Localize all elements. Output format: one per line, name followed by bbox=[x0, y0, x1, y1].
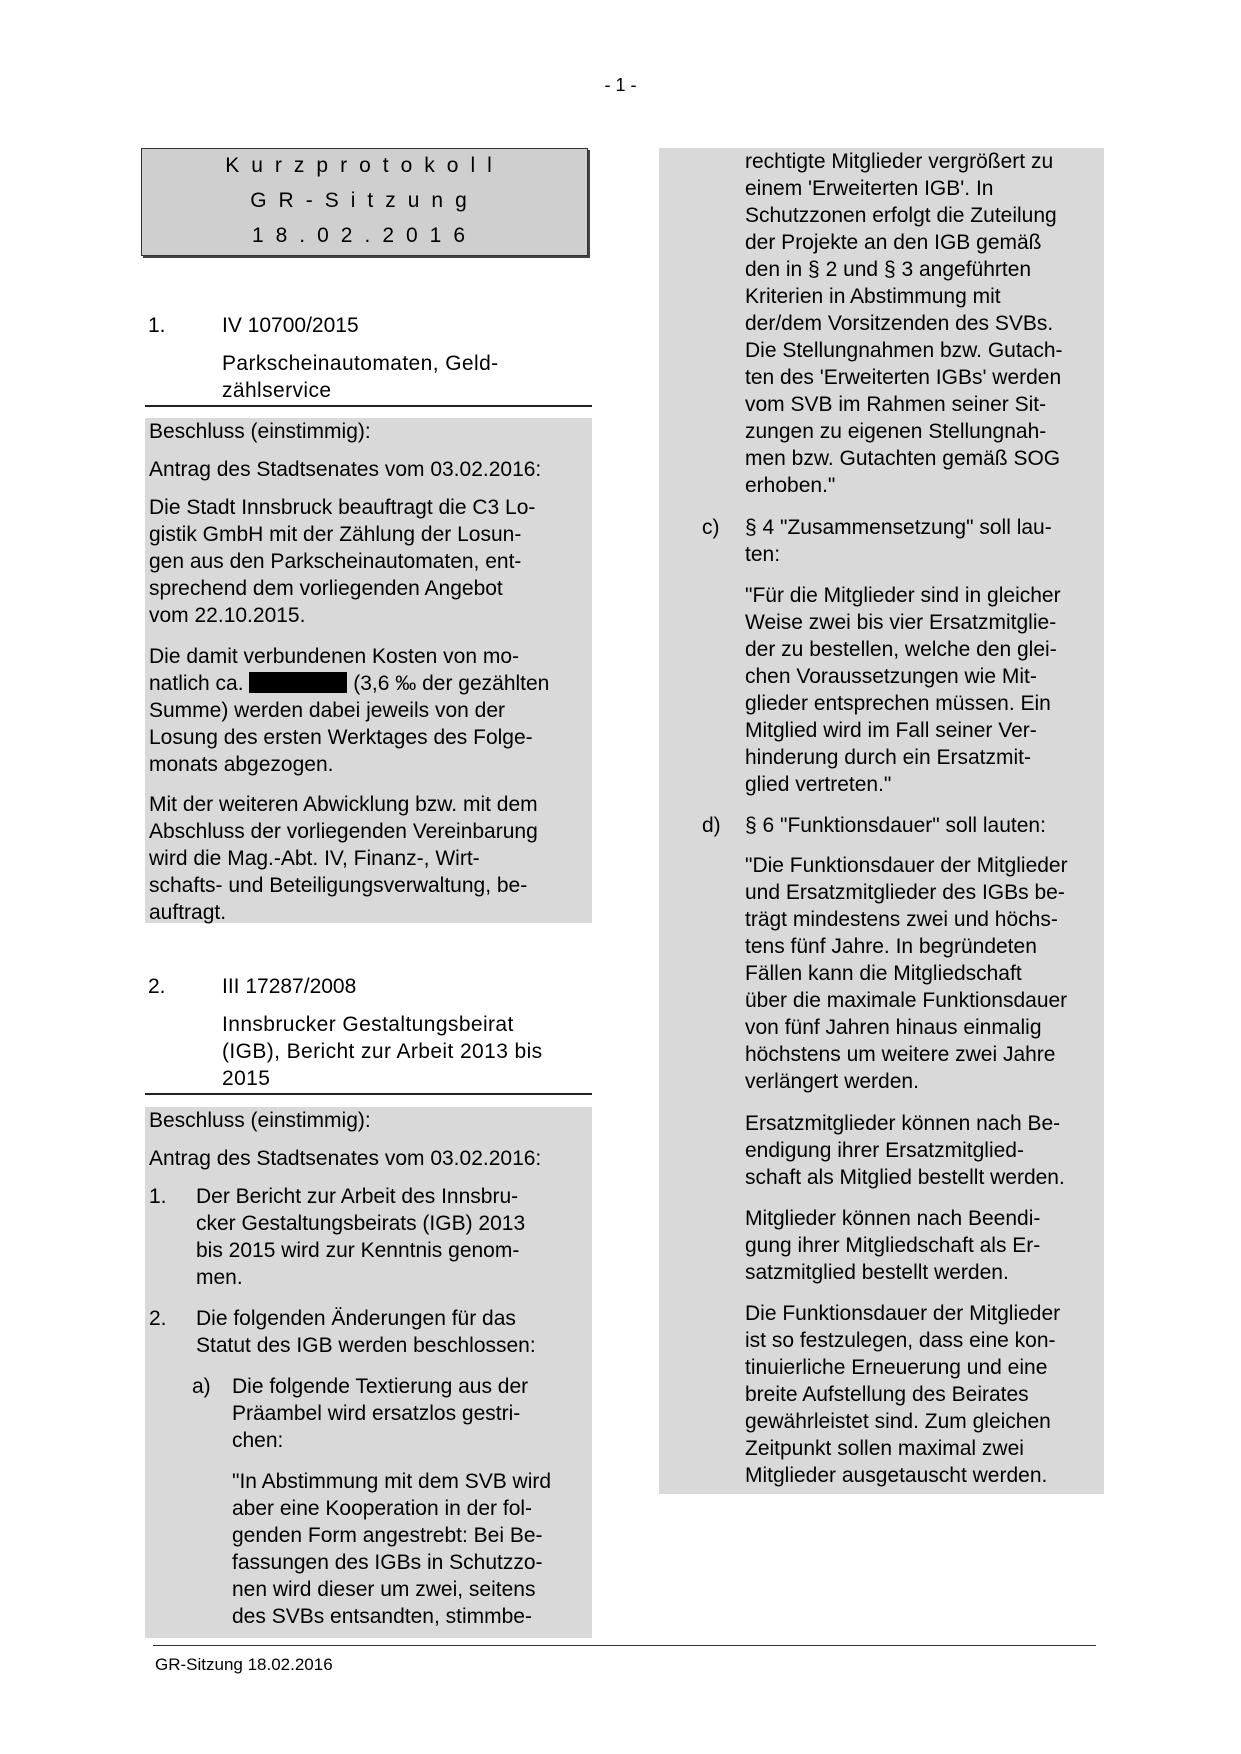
text-line: chen Voraussetzungen wie Mit- bbox=[745, 665, 1037, 688]
text-line: erhoben." bbox=[745, 474, 836, 497]
text-line: "Für die Mitglieder sind in gleicher bbox=[745, 584, 1061, 607]
text-line: Mitglieder ausgetauscht werden. bbox=[745, 1464, 1048, 1487]
sub-d-quote-2 bbox=[745, 1110, 1107, 1191]
text-line: glieder entsprechen müssen. Ein bbox=[745, 692, 1051, 715]
footer-rule bbox=[153, 1645, 1096, 1646]
item-1-reference: IV 10700/2015 bbox=[222, 314, 359, 337]
text-line: monats abgezogen. bbox=[149, 753, 334, 776]
text-line: Ersatzmitglieder können nach Be- bbox=[745, 1112, 1061, 1135]
text-line: Mitglied wird im Fall seiner Ver- bbox=[745, 719, 1037, 742]
text-line: Die folgende Textierung aus der bbox=[232, 1375, 529, 1398]
sub-d-label: d) bbox=[702, 814, 721, 837]
text-line: der zu bestellen, welche den glei- bbox=[745, 638, 1057, 661]
text-line: und Ersatzmitglieder des IGBs be- bbox=[745, 881, 1065, 904]
text-line: bis 2015 wird zur Kenntnis genom- bbox=[196, 1239, 520, 1262]
text-line: Die folgenden Änderungen für das bbox=[196, 1307, 516, 1330]
subject-line: 2015 bbox=[222, 1067, 271, 1090]
text-line: glied vertreten." bbox=[745, 773, 892, 796]
text-line: Losung des ersten Werktages des Folge- bbox=[149, 726, 533, 749]
text-line: Die damit verbundenen Kosten von mo- bbox=[149, 645, 520, 668]
text-line: gistik GmbH mit der Zählung der Losun- bbox=[149, 523, 522, 546]
footer-text: GR-Sitzung 18.02.2016 bbox=[155, 1655, 333, 1674]
text-line: Summe) werden dabei jeweils von der bbox=[149, 699, 506, 722]
text-line: sprechend dem vorliegenden Angebot bbox=[149, 577, 503, 600]
text-line: Präambel wird ersatzlos gestri- bbox=[232, 1402, 521, 1425]
sub-a-quote bbox=[232, 1468, 551, 1630]
text-fragment: (3,6 ‰ der gezählten bbox=[353, 672, 550, 695]
motion-label: Antrag des Stadtsenates vom 03.02.2016: bbox=[149, 1147, 542, 1170]
subject-line: Parkscheinautomaten, Geld- bbox=[222, 352, 499, 375]
text-line: den in § 2 und § 3 angeführten bbox=[745, 258, 1032, 281]
text-line: vom 22.10.2015. bbox=[149, 604, 306, 627]
text-line: zungen zu eigenen Stellungnah- bbox=[745, 420, 1047, 443]
sub-c-label: c) bbox=[702, 516, 720, 539]
title-line-3: 18.02.2016 bbox=[251, 224, 478, 247]
text-fragment: natlich ca. bbox=[149, 672, 244, 695]
text-line: "Die Funktionsdauer der Mitglieder bbox=[745, 854, 1068, 877]
sub-d-quote-4 bbox=[745, 1300, 1107, 1489]
text-line: Die Funktionsdauer der Mitglieder bbox=[745, 1302, 1061, 1325]
item-2-reference: III 17287/2008 bbox=[222, 975, 357, 998]
text-line: verlängert werden. bbox=[745, 1070, 919, 1093]
paragraph-3 bbox=[149, 791, 538, 926]
redaction-bar bbox=[249, 672, 347, 693]
text-line: "In Abstimmung mit dem SVB wird bbox=[232, 1470, 552, 1493]
sub-d-text bbox=[745, 812, 1105, 839]
text-line: schafts- und Beteiligungsverwaltung, be- bbox=[149, 874, 528, 897]
text-line: Mit der weiteren Abwicklung bzw. mit dem bbox=[149, 793, 538, 816]
sub-d-quote-1 bbox=[745, 852, 1107, 1095]
sub-c-text bbox=[745, 514, 1105, 568]
text-line: gewährleistet sind. Zum gleichen bbox=[745, 1410, 1051, 1433]
text-line: der/dem Vorsitzenden des SVBs. bbox=[745, 312, 1054, 335]
text-line: trägt mindestens zwei und höchs- bbox=[745, 908, 1058, 931]
text-line: über die maximale Funktionsdauer bbox=[745, 989, 1068, 1012]
text-line: Der Bericht zur Arbeit des Innsbru- bbox=[196, 1185, 519, 1208]
text-line: Fällen kann die Mitgliedschaft bbox=[745, 962, 1022, 985]
paragraph-1 bbox=[149, 494, 535, 629]
text-line: ten des 'Erweiterten IGBs' werden bbox=[745, 366, 1062, 389]
text-line: hinderung durch ein Ersatzmit- bbox=[745, 746, 1031, 769]
sub-d-quote-3 bbox=[745, 1205, 1107, 1286]
text-line: § 4 "Zusammensetzung" soll lau- bbox=[745, 516, 1052, 539]
text-line: satzmitglied bestellt werden. bbox=[745, 1261, 1009, 1284]
text-line: Zeitpunkt sollen maximal zwei bbox=[745, 1437, 1024, 1460]
point-2-label: 2. bbox=[149, 1307, 167, 1330]
text-line: gung ihrer Mitgliedschaft als Er- bbox=[745, 1234, 1041, 1257]
text-line: cker Gestaltungsbeirats (IGB) 2013 bbox=[196, 1212, 526, 1235]
decision-label: Beschluss (einstimmig): bbox=[149, 1109, 371, 1132]
text-line: fassungen des IGBs in Schutzzo- bbox=[232, 1551, 543, 1574]
motion-label: Antrag des Stadtsenates vom 03.02.2016: bbox=[149, 458, 542, 481]
sub-a-label: a) bbox=[192, 1375, 211, 1398]
text-line: des SVBs entsandten, stimmbe- bbox=[232, 1605, 532, 1628]
text-line: schaft als Mitglied bestellt werden. bbox=[745, 1166, 1065, 1189]
item-2-number: 2. bbox=[148, 975, 166, 998]
paragraph-2 bbox=[149, 643, 549, 778]
page-number: - 1 - bbox=[604, 75, 637, 95]
text-line: breite Aufstellung des Beirates bbox=[745, 1383, 1029, 1406]
sub-a-text bbox=[232, 1373, 528, 1454]
text-line: chen: bbox=[232, 1429, 284, 1452]
text-line: § 6 "Funktionsdauer" soll lauten: bbox=[745, 814, 1046, 837]
text-line: vom SVB im Rahmen seiner Sit- bbox=[745, 393, 1047, 416]
subject-line: zählservice bbox=[222, 379, 332, 402]
text-line: Schutzzonen erfolgt die Zuteilung bbox=[745, 204, 1057, 227]
title-box bbox=[141, 148, 588, 256]
text-line: Abschluss der vorliegenden Vereinbarung bbox=[149, 820, 538, 843]
text-line: genden Form angestrebt: Bei Be- bbox=[232, 1524, 543, 1547]
item-1-rule bbox=[145, 405, 592, 407]
subject-line: Innsbrucker Gestaltungsbeirat bbox=[222, 1013, 514, 1036]
sub-c-quote bbox=[745, 582, 1105, 798]
point-1-text bbox=[196, 1183, 525, 1291]
text-line: einem 'Erweiterten IGB'. In bbox=[745, 177, 994, 200]
text-line: tinuierliche Erneuerung und eine bbox=[745, 1356, 1048, 1379]
item-2-subject bbox=[222, 1011, 592, 1092]
point-1-label: 1. bbox=[149, 1185, 167, 1208]
text-line: höchstens um weitere zwei Jahre bbox=[745, 1043, 1056, 1066]
text-line: Kriterien in Abstimmung mit bbox=[745, 285, 1001, 308]
text-line: wird die Mag.-Abt. IV, Finanz-, Wirt- bbox=[149, 847, 480, 870]
text-line: Statut des IGB werden beschlossen: bbox=[196, 1334, 536, 1357]
subject-line: (IGB), Bericht zur Arbeit 2013 bis bbox=[222, 1040, 543, 1063]
decision-label: Beschluss (einstimmig): bbox=[149, 420, 371, 443]
text-line: ten: bbox=[745, 543, 781, 566]
item-1-subject bbox=[222, 350, 592, 404]
text-line: Mitglieder können nach Beendi- bbox=[745, 1207, 1041, 1230]
item-2-rule bbox=[145, 1093, 592, 1095]
text-line: men bzw. Gutachten gemäß SOG bbox=[745, 447, 1061, 470]
title-line-2: GR-Sitzung bbox=[250, 189, 479, 212]
text-line: gen aus den Parkscheinautomaten, ent- bbox=[149, 550, 522, 573]
item-1-number: 1. bbox=[148, 314, 166, 337]
text-line: aber eine Kooperation in der fol- bbox=[232, 1497, 533, 1520]
text-line: ist so festzulegen, dass eine kon- bbox=[745, 1329, 1056, 1352]
text-line: Die Stellungnahmen bzw. Gutach- bbox=[745, 339, 1063, 362]
text-line: Weise zwei bis vier Ersatzmitglie- bbox=[745, 611, 1057, 634]
text-line: auftragt. bbox=[149, 901, 227, 924]
text-line: nen wird dieser um zwei, seitens bbox=[232, 1578, 536, 1601]
title-line-1: Kurzprotokoll bbox=[225, 154, 504, 177]
text-line: men. bbox=[196, 1266, 243, 1289]
text-line: von fünf Jahren hinaus einmalig bbox=[745, 1016, 1042, 1039]
point-2-text bbox=[196, 1305, 536, 1359]
text-line: endigung ihrer Ersatzmitglied- bbox=[745, 1139, 1024, 1162]
text-line: tens fünf Jahre. In begründeten bbox=[745, 935, 1037, 958]
continued-quote bbox=[745, 148, 1105, 499]
text-line: Die Stadt Innsbruck beauftragt die C3 Lo- bbox=[149, 496, 536, 519]
text-line: rechtigte Mitglieder vergrößert zu bbox=[745, 150, 1054, 173]
text-line bbox=[149, 670, 549, 697]
text-line: der Projekte an den IGB gemäß bbox=[745, 231, 1042, 254]
